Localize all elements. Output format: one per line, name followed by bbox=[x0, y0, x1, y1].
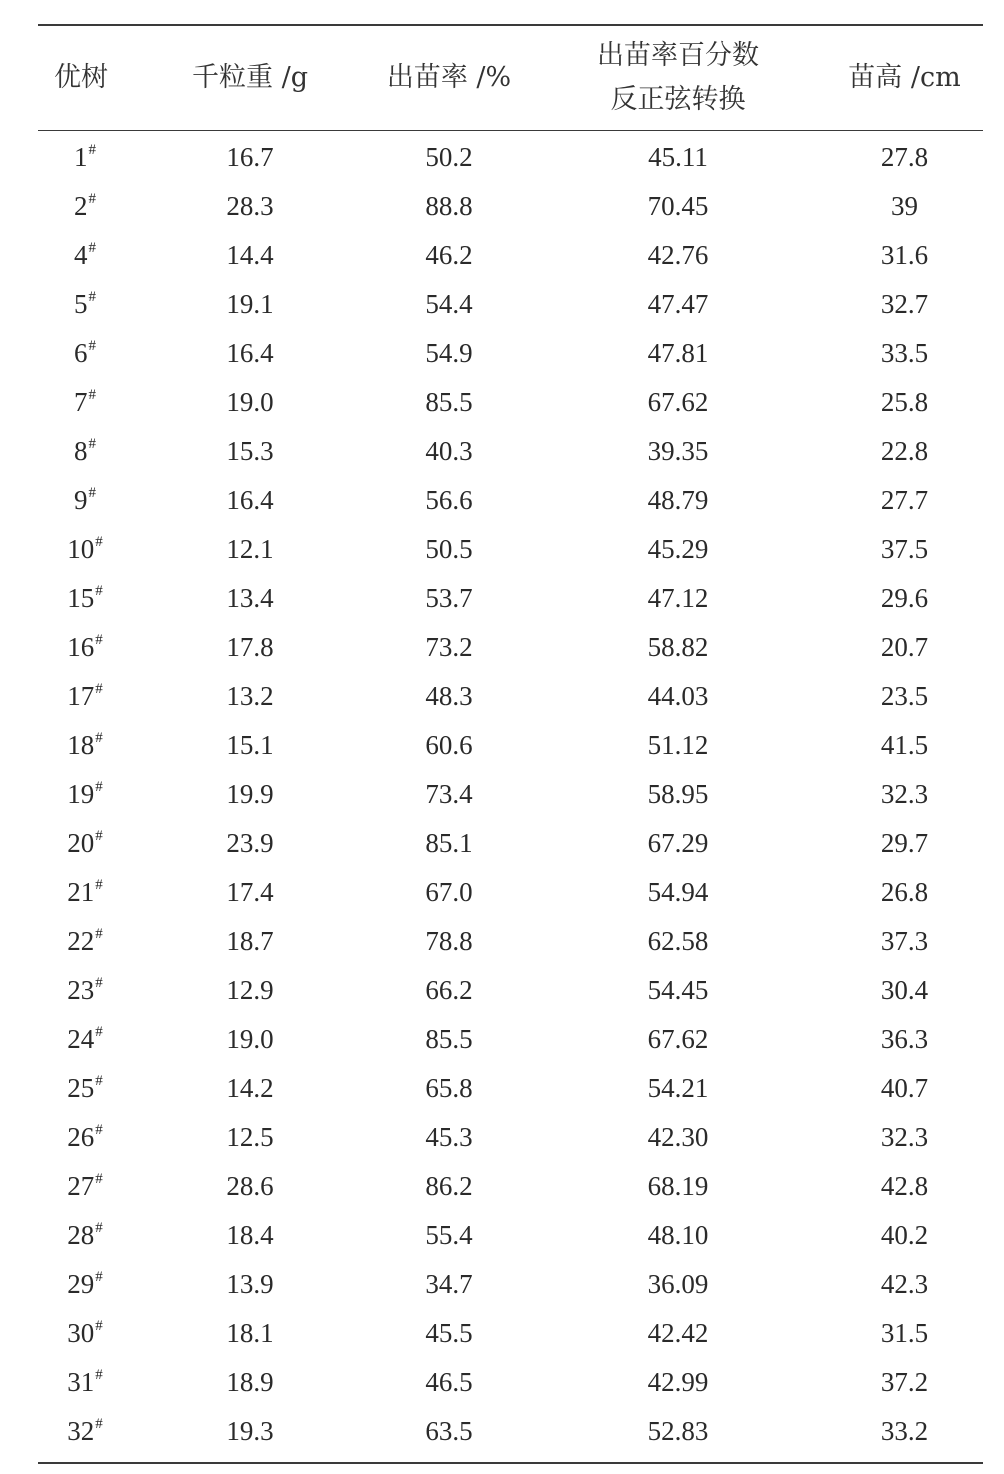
cell-seedling-height: 40.7 bbox=[880, 1073, 929, 1103]
tree-id-mark: # bbox=[95, 1171, 103, 1187]
table-row bbox=[38, 427, 983, 476]
cell-thousand-grain-weight: 16.4 bbox=[226, 338, 274, 368]
tree-id-mark: # bbox=[95, 1318, 103, 1334]
cell-thousand-grain-weight: 28.6 bbox=[226, 1171, 274, 1201]
cell-seedling-height: 37.3 bbox=[880, 926, 929, 956]
cell-tree-id bbox=[38, 574, 132, 623]
cell-emergence-rate: 86.2 bbox=[425, 1171, 473, 1201]
tree-id-mark: # bbox=[95, 583, 103, 599]
tree-id-mark: # bbox=[95, 681, 103, 697]
table-row bbox=[38, 574, 983, 623]
tree-id-mark: # bbox=[95, 779, 103, 795]
cell-tree-id bbox=[38, 1064, 132, 1113]
cell-thousand-grain-weight: 14.2 bbox=[226, 1073, 274, 1103]
table-row bbox=[38, 623, 983, 672]
cell-tree-id bbox=[38, 1358, 132, 1407]
table-row bbox=[38, 966, 983, 1015]
cell-emergence-rate: 66.2 bbox=[425, 975, 473, 1005]
table-row bbox=[38, 131, 983, 183]
cell-tree-id bbox=[38, 182, 132, 231]
cell-emergence-rate: 73.2 bbox=[425, 632, 473, 662]
cell-emergence-rate: 55.4 bbox=[425, 1220, 473, 1250]
cell-tree-id bbox=[38, 525, 132, 574]
cell-arcsine-value: 44.03 bbox=[647, 681, 709, 711]
table-row bbox=[38, 868, 983, 917]
cell-arcsine-value: 48.79 bbox=[647, 485, 709, 515]
cell-emergence-rate: 46.2 bbox=[425, 240, 473, 270]
tree-id-number: 15 bbox=[67, 583, 95, 613]
table-row bbox=[38, 1162, 983, 1211]
cell-tree-id bbox=[38, 819, 132, 868]
cell-thousand-grain-weight: 15.1 bbox=[226, 730, 274, 760]
table-row bbox=[38, 770, 983, 819]
table-row bbox=[38, 231, 983, 280]
cell-thousand-grain-weight: 18.1 bbox=[226, 1318, 274, 1348]
table-row bbox=[38, 1260, 983, 1309]
cell-arcsine-value: 52.83 bbox=[647, 1416, 709, 1446]
tree-id-mark: # bbox=[95, 828, 103, 844]
cell-arcsine-value: 48.10 bbox=[647, 1220, 709, 1250]
cell-tree-id bbox=[38, 378, 132, 427]
cell-arcsine-value: 47.12 bbox=[647, 583, 709, 613]
cell-arcsine-value: 68.19 bbox=[647, 1171, 709, 1201]
cell-thousand-grain-weight: 19.0 bbox=[226, 387, 274, 417]
cell-tree-id bbox=[38, 280, 132, 329]
cell-arcsine-value: 47.47 bbox=[647, 289, 709, 319]
cell-thousand-grain-weight: 13.2 bbox=[226, 681, 274, 711]
cell-seedling-height: 42.3 bbox=[880, 1269, 929, 1299]
cell-seedling-height: 36.3 bbox=[880, 1024, 929, 1054]
cell-emergence-rate: 48.3 bbox=[425, 681, 473, 711]
cell-arcsine-value: 36.09 bbox=[647, 1269, 709, 1299]
cell-emergence-rate: 56.6 bbox=[425, 485, 473, 515]
header-arcsine-line2: 反正弦转换 bbox=[610, 84, 746, 115]
cell-thousand-grain-weight: 17.8 bbox=[226, 632, 274, 662]
tree-id-mark: # bbox=[95, 1416, 103, 1432]
cell-arcsine-value: 39.35 bbox=[647, 436, 709, 466]
tree-id-number: 19 bbox=[67, 779, 95, 809]
cell-emergence-rate: 78.8 bbox=[425, 926, 473, 956]
cell-arcsine-value: 54.94 bbox=[647, 877, 709, 907]
tree-id-number: 21 bbox=[67, 877, 95, 907]
tree-id-number: 25 bbox=[67, 1073, 95, 1103]
table-row bbox=[38, 378, 983, 427]
cell-seedling-height: 31.6 bbox=[880, 240, 929, 270]
cell-emergence-rate: 54.9 bbox=[425, 338, 473, 368]
cell-emergence-rate: 46.5 bbox=[425, 1367, 473, 1397]
tree-id-number: 23 bbox=[67, 975, 95, 1005]
cell-emergence-rate: 60.6 bbox=[425, 730, 473, 760]
cell-thousand-grain-weight: 28.3 bbox=[226, 191, 274, 221]
tree-id-mark: # bbox=[95, 1122, 103, 1138]
cell-arcsine-value: 70.45 bbox=[647, 191, 709, 221]
tree-id-number: 2 bbox=[74, 191, 88, 221]
cell-emergence-rate: 63.5 bbox=[425, 1416, 473, 1446]
header-row bbox=[38, 25, 983, 131]
data-table-container bbox=[38, 24, 983, 1464]
cell-emergence-rate: 67.0 bbox=[425, 877, 473, 907]
seed-emergence-table bbox=[38, 24, 983, 1464]
cell-thousand-grain-weight: 19.9 bbox=[226, 779, 274, 809]
tree-id-mark: # bbox=[95, 877, 103, 893]
table-row bbox=[38, 329, 983, 378]
header-arcsine-transform bbox=[530, 25, 826, 131]
table-row bbox=[38, 1211, 983, 1260]
tree-id-number: 22 bbox=[67, 926, 95, 956]
tree-id-number: 17 bbox=[67, 681, 95, 711]
table-row bbox=[38, 819, 983, 868]
cell-tree-id bbox=[38, 966, 132, 1015]
cell-emergence-rate: 85.5 bbox=[425, 1024, 473, 1054]
cell-emergence-rate: 73.4 bbox=[425, 779, 473, 809]
table-row bbox=[38, 672, 983, 721]
cell-tree-id bbox=[38, 1211, 132, 1260]
cell-arcsine-value: 42.42 bbox=[647, 1318, 709, 1348]
table-body bbox=[38, 131, 983, 1464]
cell-seedling-height: 40.2 bbox=[880, 1220, 929, 1250]
cell-thousand-grain-weight: 23.9 bbox=[226, 828, 274, 858]
tree-id-number: 5 bbox=[74, 289, 88, 319]
tree-id-number: 18 bbox=[67, 730, 95, 760]
cell-emergence-rate: 53.7 bbox=[425, 583, 473, 613]
cell-arcsine-value: 54.45 bbox=[647, 975, 709, 1005]
cell-emergence-rate: 34.7 bbox=[425, 1269, 473, 1299]
tree-id-mark: # bbox=[88, 191, 96, 207]
table-row bbox=[38, 721, 983, 770]
cell-seedling-height: 37.2 bbox=[880, 1367, 929, 1397]
cell-seedling-height: 31.5 bbox=[880, 1318, 929, 1348]
cell-seedling-height: 25.8 bbox=[880, 387, 929, 417]
table-row bbox=[38, 280, 983, 329]
cell-arcsine-value: 42.30 bbox=[647, 1122, 709, 1152]
cell-emergence-rate: 45.5 bbox=[425, 1318, 473, 1348]
cell-thousand-grain-weight: 18.7 bbox=[226, 926, 274, 956]
cell-arcsine-value: 45.29 bbox=[647, 534, 709, 564]
table-row bbox=[38, 917, 983, 966]
tree-id-mark: # bbox=[95, 534, 103, 550]
tree-id-number: 10 bbox=[67, 534, 95, 564]
cell-seedling-height: 29.7 bbox=[880, 828, 929, 858]
cell-tree-id bbox=[38, 1309, 132, 1358]
table-header bbox=[38, 25, 983, 131]
tree-id-number: 9 bbox=[74, 485, 88, 515]
tree-id-number: 4 bbox=[74, 240, 88, 270]
cell-seedling-height: 30.4 bbox=[880, 975, 929, 1005]
cell-seedling-height: 23.5 bbox=[880, 681, 929, 711]
cell-arcsine-value: 67.62 bbox=[647, 1024, 709, 1054]
cell-arcsine-value: 51.12 bbox=[647, 730, 709, 760]
tree-id-mark: # bbox=[95, 632, 103, 648]
cell-thousand-grain-weight: 19.3 bbox=[226, 1416, 274, 1446]
cell-emergence-rate: 40.3 bbox=[425, 436, 473, 466]
header-thousand-grain-weight: 千粒重 /g bbox=[192, 62, 308, 93]
cell-tree-id bbox=[38, 131, 132, 183]
tree-id-number: 24 bbox=[67, 1024, 95, 1054]
tree-id-mark: # bbox=[95, 1269, 103, 1285]
table-row bbox=[38, 1064, 983, 1113]
cell-seedling-height: 41.5 bbox=[880, 730, 929, 760]
cell-seedling-height: 33.5 bbox=[880, 338, 929, 368]
cell-thousand-grain-weight: 18.9 bbox=[226, 1367, 274, 1397]
tree-id-mark: # bbox=[88, 338, 96, 354]
cell-seedling-height: 32.3 bbox=[880, 1122, 929, 1152]
cell-seedling-height: 39 bbox=[891, 191, 918, 221]
cell-emergence-rate: 50.5 bbox=[425, 534, 473, 564]
cell-thousand-grain-weight: 13.4 bbox=[226, 583, 274, 613]
tree-id-mark: # bbox=[88, 289, 96, 305]
table-row bbox=[38, 1407, 983, 1463]
cell-thousand-grain-weight: 14.4 bbox=[226, 240, 274, 270]
table-row bbox=[38, 1015, 983, 1064]
header-tree: 优树 bbox=[54, 62, 108, 93]
cell-tree-id bbox=[38, 672, 132, 721]
tree-id-number: 32 bbox=[67, 1416, 95, 1446]
cell-arcsine-value: 42.99 bbox=[647, 1367, 709, 1397]
tree-id-number: 7 bbox=[74, 387, 88, 417]
cell-tree-id bbox=[38, 1407, 132, 1463]
cell-arcsine-value: 62.58 bbox=[647, 926, 709, 956]
cell-arcsine-value: 54.21 bbox=[647, 1073, 709, 1103]
cell-arcsine-value: 67.62 bbox=[647, 387, 709, 417]
cell-seedling-height: 22.8 bbox=[880, 436, 929, 466]
cell-emergence-rate: 45.3 bbox=[425, 1122, 473, 1152]
table-row bbox=[38, 1113, 983, 1162]
cell-arcsine-value: 67.29 bbox=[647, 828, 709, 858]
tree-id-number: 31 bbox=[67, 1367, 95, 1397]
cell-thousand-grain-weight: 13.9 bbox=[226, 1269, 274, 1299]
tree-id-number: 29 bbox=[67, 1269, 95, 1299]
cell-emergence-rate: 50.2 bbox=[425, 142, 473, 172]
cell-tree-id bbox=[38, 1162, 132, 1211]
cell-thousand-grain-weight: 12.1 bbox=[226, 534, 274, 564]
cell-tree-id bbox=[38, 1260, 132, 1309]
cell-tree-id bbox=[38, 329, 132, 378]
header-emergence-rate: 出苗率 /% bbox=[386, 62, 512, 93]
tree-id-number: 28 bbox=[67, 1220, 95, 1250]
tree-id-number: 27 bbox=[67, 1171, 95, 1201]
table-row bbox=[38, 182, 983, 231]
cell-thousand-grain-weight: 18.4 bbox=[226, 1220, 274, 1250]
cell-emergence-rate: 88.8 bbox=[425, 191, 473, 221]
cell-tree-id bbox=[38, 1015, 132, 1064]
tree-id-mark: # bbox=[95, 975, 103, 991]
tree-id-mark: # bbox=[95, 1073, 103, 1089]
cell-seedling-height: 32.3 bbox=[880, 779, 929, 809]
tree-id-mark: # bbox=[95, 926, 103, 942]
tree-id-mark: # bbox=[88, 387, 96, 403]
table-row bbox=[38, 1309, 983, 1358]
cell-seedling-height: 20.7 bbox=[880, 632, 929, 662]
cell-arcsine-value: 42.76 bbox=[647, 240, 709, 270]
cell-arcsine-value: 45.11 bbox=[648, 142, 708, 172]
cell-seedling-height: 29.6 bbox=[880, 583, 929, 613]
tree-id-number: 8 bbox=[74, 436, 88, 466]
tree-id-mark: # bbox=[95, 730, 103, 746]
cell-thousand-grain-weight: 19.1 bbox=[226, 289, 274, 319]
cell-tree-id bbox=[38, 721, 132, 770]
table-row bbox=[38, 1358, 983, 1407]
cell-thousand-grain-weight: 15.3 bbox=[226, 436, 274, 466]
table-row bbox=[38, 476, 983, 525]
cell-thousand-grain-weight: 12.5 bbox=[226, 1122, 274, 1152]
cell-tree-id bbox=[38, 427, 132, 476]
header-seedling-height: 苗高 /cm bbox=[848, 62, 961, 93]
tree-id-number: 6 bbox=[74, 338, 88, 368]
cell-tree-id bbox=[38, 917, 132, 966]
cell-tree-id bbox=[38, 1113, 132, 1162]
cell-seedling-height: 42.8 bbox=[880, 1171, 929, 1201]
tree-id-number: 20 bbox=[67, 828, 95, 858]
cell-seedling-height: 27.7 bbox=[880, 485, 929, 515]
tree-id-number: 26 bbox=[67, 1122, 95, 1152]
cell-thousand-grain-weight: 16.4 bbox=[226, 485, 274, 515]
cell-tree-id bbox=[38, 231, 132, 280]
header-arcsine-line1: 出苗率百分数 bbox=[597, 40, 759, 71]
cell-thousand-grain-weight: 19.0 bbox=[226, 1024, 274, 1054]
cell-seedling-height: 37.5 bbox=[880, 534, 929, 564]
cell-emergence-rate: 85.5 bbox=[425, 387, 473, 417]
cell-seedling-height: 26.8 bbox=[880, 877, 929, 907]
cell-arcsine-value: 58.82 bbox=[647, 632, 709, 662]
tree-id-mark: # bbox=[95, 1220, 103, 1236]
cell-tree-id bbox=[38, 476, 132, 525]
cell-tree-id bbox=[38, 868, 132, 917]
cell-thousand-grain-weight: 12.9 bbox=[226, 975, 274, 1005]
cell-thousand-grain-weight: 17.4 bbox=[226, 877, 274, 907]
tree-id-mark: # bbox=[88, 485, 96, 501]
cell-emergence-rate: 85.1 bbox=[425, 828, 473, 858]
tree-id-mark: # bbox=[95, 1024, 103, 1040]
table-row bbox=[38, 525, 983, 574]
cell-arcsine-value: 58.95 bbox=[647, 779, 709, 809]
tree-id-number: 1 bbox=[74, 142, 88, 172]
tree-id-number: 16 bbox=[67, 632, 95, 662]
tree-id-mark: # bbox=[95, 1367, 103, 1383]
cell-seedling-height: 27.8 bbox=[880, 142, 929, 172]
cell-emergence-rate: 65.8 bbox=[425, 1073, 473, 1103]
cell-tree-id bbox=[38, 770, 132, 819]
cell-seedling-height: 32.7 bbox=[880, 289, 929, 319]
cell-thousand-grain-weight: 16.7 bbox=[226, 142, 274, 172]
cell-emergence-rate: 54.4 bbox=[425, 289, 473, 319]
tree-id-number: 30 bbox=[67, 1318, 95, 1348]
cell-tree-id bbox=[38, 623, 132, 672]
cell-seedling-height: 33.2 bbox=[880, 1416, 929, 1446]
tree-id-mark: # bbox=[88, 142, 96, 158]
cell-arcsine-value: 47.81 bbox=[647, 338, 709, 368]
tree-id-mark: # bbox=[88, 240, 96, 256]
tree-id-mark: # bbox=[88, 436, 96, 452]
